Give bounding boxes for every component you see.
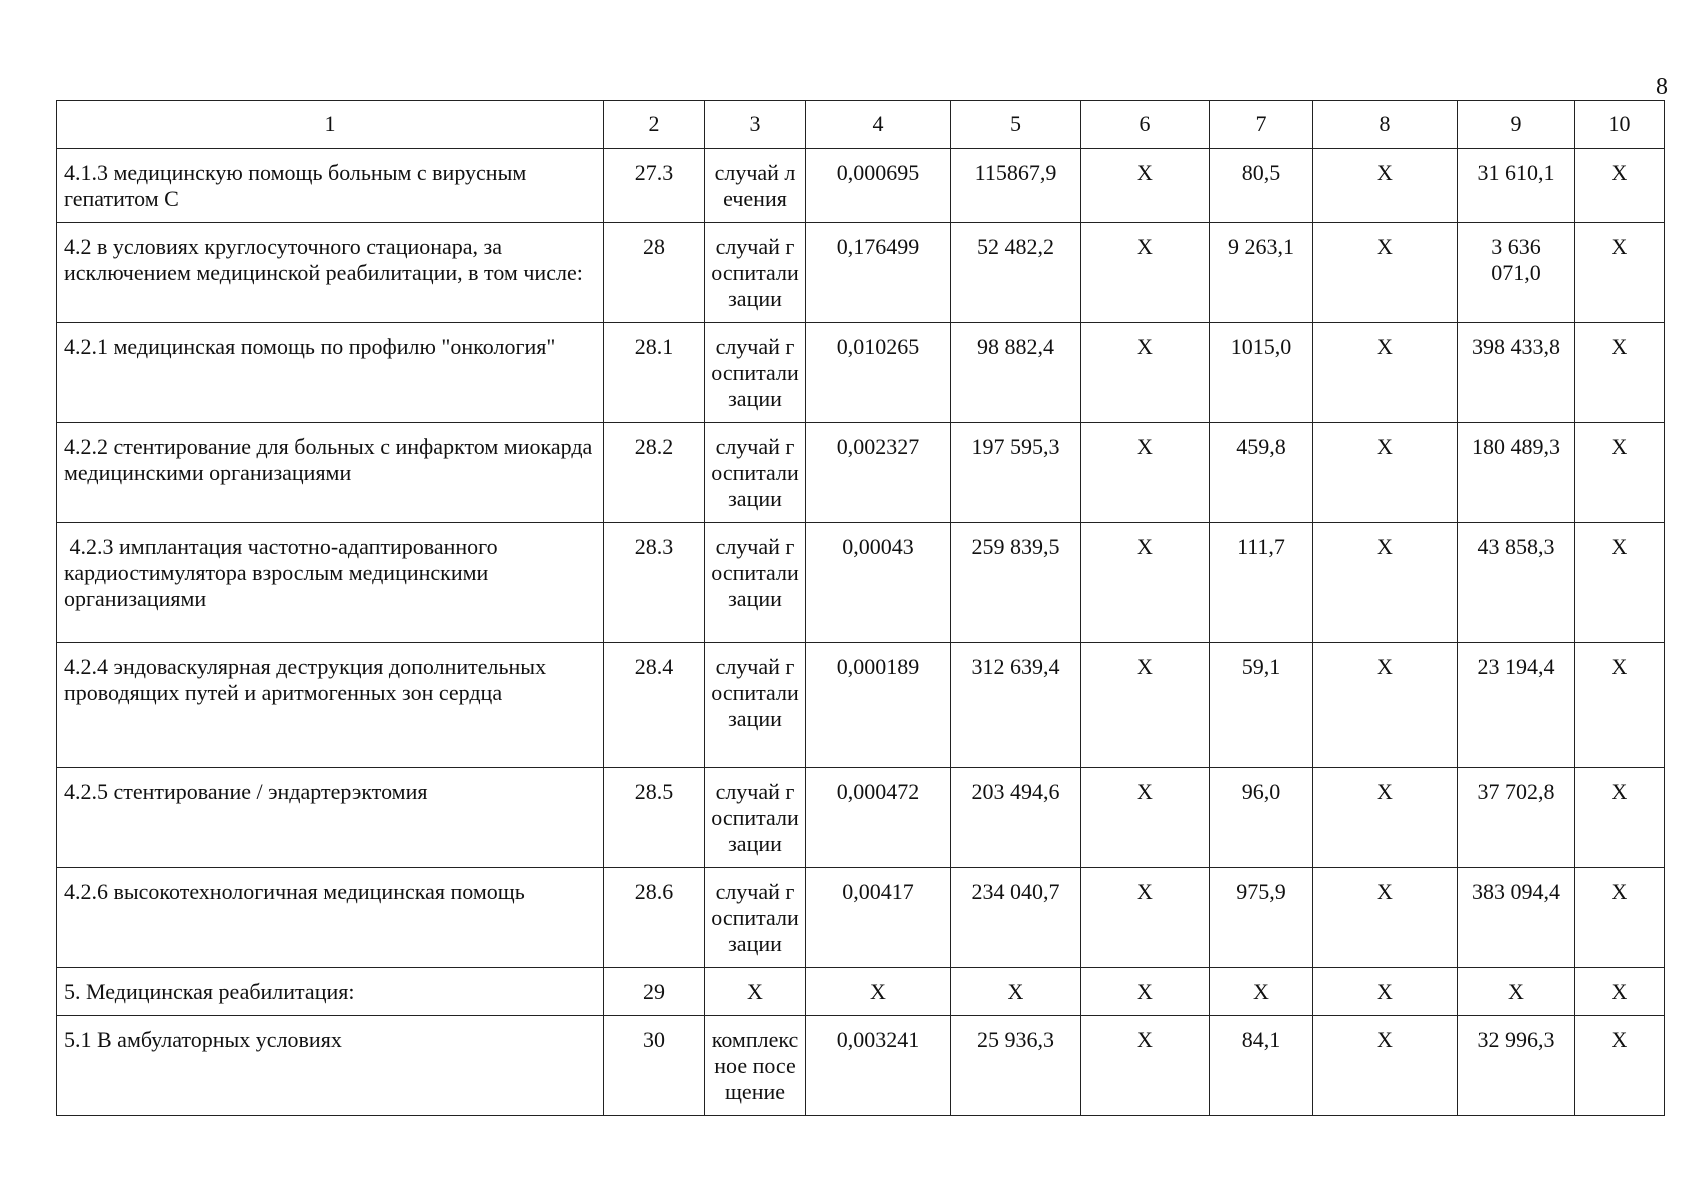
row-unit: случай госпитализации	[705, 223, 806, 323]
row-unit: случай госпитализации	[705, 643, 806, 768]
cell-col-7: 96,0	[1210, 768, 1313, 868]
column-number: 5	[951, 101, 1081, 149]
row-code: 28	[604, 223, 705, 323]
cell-col-6: X	[1081, 149, 1210, 223]
cell-col-8: X	[1313, 768, 1458, 868]
table-row	[57, 223, 1665, 323]
row-code: 27.3	[604, 149, 705, 223]
row-code: 28.1	[604, 323, 705, 423]
cell-col-7: 111,7	[1210, 523, 1313, 643]
row-name: 5. Медицинская реабилитация:	[57, 968, 604, 1016]
column-number-row	[57, 101, 1665, 149]
row-unit: случай госпитализации	[705, 323, 806, 423]
cell-col-8: X	[1313, 423, 1458, 523]
row-unit: случай госпитализации	[705, 523, 806, 643]
cell-col-5: 312 639,4	[951, 643, 1081, 768]
data-table	[56, 100, 1665, 1116]
table-row	[57, 643, 1665, 768]
column-number: 6	[1081, 101, 1210, 149]
cell-col-5: 98 882,4	[951, 323, 1081, 423]
cell-col-10: X	[1575, 768, 1665, 868]
cell-col-4: 0,010265	[806, 323, 951, 423]
table-row	[57, 868, 1665, 968]
cell-col-10: X	[1575, 868, 1665, 968]
cell-col-10: X	[1575, 968, 1665, 1016]
table-row	[57, 323, 1665, 423]
cell-col-9: 180 489,3	[1458, 423, 1575, 523]
column-number: 9	[1458, 101, 1575, 149]
cell-col-7: 84,1	[1210, 1016, 1313, 1116]
cell-col-5: 234 040,7	[951, 868, 1081, 968]
cell-col-5: 197 595,3	[951, 423, 1081, 523]
table-row	[57, 968, 1665, 1016]
cell-col-9: 398 433,8	[1458, 323, 1575, 423]
row-unit: случай госпитализации	[705, 768, 806, 868]
cell-col-9: 32 996,3	[1458, 1016, 1575, 1116]
cell-col-7: 59,1	[1210, 643, 1313, 768]
row-code: 28.4	[604, 643, 705, 768]
cell-col-8: X	[1313, 643, 1458, 768]
cell-col-8: X	[1313, 968, 1458, 1016]
cell-col-4: 0,00043	[806, 523, 951, 643]
cell-col-8: X	[1313, 223, 1458, 323]
cell-col-4: 0,000472	[806, 768, 951, 868]
cell-col-8: X	[1313, 149, 1458, 223]
row-name: 4.2 в условиях круглосуточного стационара, за исключением медицинской реабилитации, в том числе:	[57, 223, 604, 323]
cell-col-6: X	[1081, 768, 1210, 868]
cell-col-6: X	[1081, 323, 1210, 423]
cell-col-7: 1015,0	[1210, 323, 1313, 423]
cell-col-4: X	[806, 968, 951, 1016]
cell-col-5: 115867,9	[951, 149, 1081, 223]
row-name: 4.2.6 высокотехнологичная медицинская помощь	[57, 868, 604, 968]
row-unit: случай госпитализации	[705, 423, 806, 523]
cell-col-6: X	[1081, 868, 1210, 968]
row-name: 4.2.5 стентирование / эндартерэктомия	[57, 768, 604, 868]
table-row	[57, 423, 1665, 523]
cell-col-9: X	[1458, 968, 1575, 1016]
column-number: 4	[806, 101, 951, 149]
cell-col-6: X	[1081, 523, 1210, 643]
cell-col-7: 459,8	[1210, 423, 1313, 523]
cell-col-4: 0,00417	[806, 868, 951, 968]
cell-col-8: X	[1313, 1016, 1458, 1116]
row-name: 5.1 В амбулаторных условиях	[57, 1016, 604, 1116]
cell-col-8: X	[1313, 323, 1458, 423]
column-number: 10	[1575, 101, 1665, 149]
cell-col-10: X	[1575, 423, 1665, 523]
cell-col-7: 9 263,1	[1210, 223, 1313, 323]
row-name: 4.1.3 медицинскую помощь больным с вирусным гепатитом С	[57, 149, 604, 223]
cell-col-10: X	[1575, 223, 1665, 323]
row-unit: X	[705, 968, 806, 1016]
cell-col-9: 43 858,3	[1458, 523, 1575, 643]
cell-col-9: 37 702,8	[1458, 768, 1575, 868]
cell-col-8: X	[1313, 523, 1458, 643]
row-name: 4.2.1 медицинская помощь по профилю "онкология"	[57, 323, 604, 423]
cell-col-7: X	[1210, 968, 1313, 1016]
row-name: 4.2.3 имплантация частотно-адаптированного кардиостимулятора взрослым медицинскими организациями	[57, 523, 604, 643]
table-row	[57, 523, 1665, 643]
cell-col-7: 975,9	[1210, 868, 1313, 968]
cell-col-7: 80,5	[1210, 149, 1313, 223]
row-unit: комплексное посещение	[705, 1016, 806, 1116]
cell-col-6: X	[1081, 968, 1210, 1016]
cell-col-10: X	[1575, 643, 1665, 768]
cell-col-10: X	[1575, 323, 1665, 423]
cell-col-4: 0,000189	[806, 643, 951, 768]
cell-col-8: X	[1313, 868, 1458, 968]
cell-col-6: X	[1081, 643, 1210, 768]
cell-col-9: 23 194,4	[1458, 643, 1575, 768]
row-code: 28.3	[604, 523, 705, 643]
row-code: 28.5	[604, 768, 705, 868]
cell-col-5: 259 839,5	[951, 523, 1081, 643]
row-code: 29	[604, 968, 705, 1016]
row-code: 28.6	[604, 868, 705, 968]
row-name: 4.2.2 стентирование для больных с инфарктом миокарда медицинскими организациями	[57, 423, 604, 523]
cell-col-6: X	[1081, 423, 1210, 523]
cell-col-9: 383 094,4	[1458, 868, 1575, 968]
column-number: 1	[57, 101, 604, 149]
column-number: 8	[1313, 101, 1458, 149]
cell-col-5: 203 494,6	[951, 768, 1081, 868]
table-row	[57, 1016, 1665, 1116]
cell-col-10: X	[1575, 149, 1665, 223]
cell-col-10: X	[1575, 523, 1665, 643]
row-name: 4.2.4 эндоваскулярная деструкция дополнительных проводящих путей и аритмогенных зон сердца	[57, 643, 604, 768]
row-code: 30	[604, 1016, 705, 1116]
cell-col-6: X	[1081, 223, 1210, 323]
cell-col-4: 0,002327	[806, 423, 951, 523]
column-number: 3	[705, 101, 806, 149]
cell-col-5: 25 936,3	[951, 1016, 1081, 1116]
row-code: 28.2	[604, 423, 705, 523]
cell-col-4: 0,176499	[806, 223, 951, 323]
cell-col-9: 31 610,1	[1458, 149, 1575, 223]
column-number: 7	[1210, 101, 1313, 149]
cell-col-4: 0,003241	[806, 1016, 951, 1116]
row-unit: случай лечения	[705, 149, 806, 223]
table-row	[57, 149, 1665, 223]
cell-col-4: 0,000695	[806, 149, 951, 223]
cell-col-5: X	[951, 968, 1081, 1016]
column-number: 2	[604, 101, 705, 149]
cell-col-10: X	[1575, 1016, 1665, 1116]
cell-col-5: 52 482,2	[951, 223, 1081, 323]
cell-col-9: 3 636 071,0	[1458, 223, 1575, 323]
cell-col-6: X	[1081, 1016, 1210, 1116]
row-unit: случай госпитализации	[705, 868, 806, 968]
table-row	[57, 768, 1665, 868]
page-number: 8	[1656, 74, 1668, 100]
